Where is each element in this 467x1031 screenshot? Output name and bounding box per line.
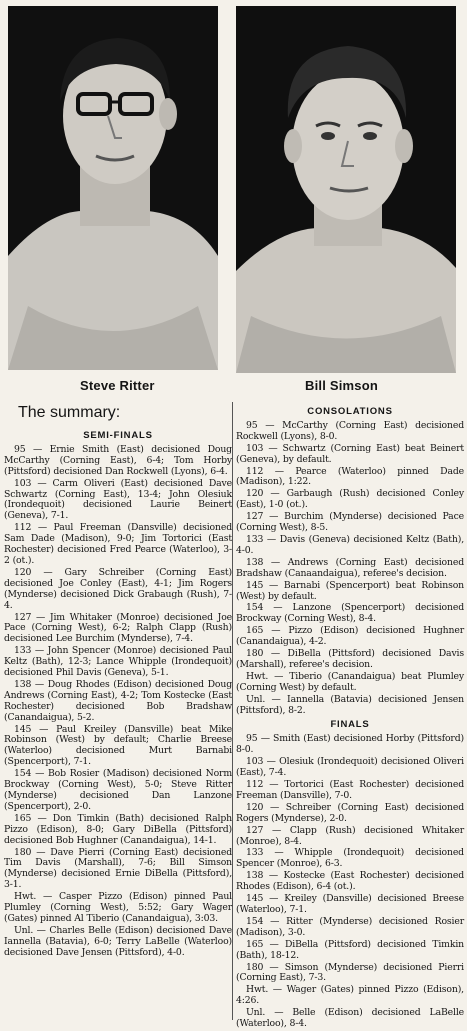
finals-heading: FINALS bbox=[330, 719, 370, 731]
result-entry: 145 — Kreiley (Dansville) decisioned Breese (Waterloo), 7-1. bbox=[236, 893, 464, 915]
semi-finals-column bbox=[4, 429, 232, 960]
result-entry: 127 — Clapp (Rush) decisioned Whitaker (Monroe), 8-4. bbox=[236, 824, 464, 847]
portrait-image bbox=[8, 6, 218, 370]
result-entry: 133 — Whipple (Irondequoit) decisioned Spencer (Monroe), 6-3. bbox=[236, 847, 464, 870]
result-entry: 120 — Gary Schreiber (Corning East) decisioned Joe Conley (East), 4-1; Jim Rogers (Mynderse) decisioned Dick Grabaugh (Rush), 7-4. bbox=[4, 566, 232, 611]
result-entry: 103 — Olesiuk (Irondequoit) decisioned Oliveri (East), 7-4. bbox=[236, 756, 464, 779]
result-entry: 127 — Burchim (Mynderse) decisioned Pace (Corning West), 8-5. bbox=[236, 511, 464, 534]
result-entry: 165 — Don Timkin (Bath) decisioned Ralph Pizzo (Edison), 8-0; Gary DiBella (Pittsford) decisioned Bob Hughner (Canandaigua), 14-1. bbox=[4, 812, 232, 846]
photo-caption-right: Bill Simson bbox=[305, 378, 378, 393]
photo-caption-left: Steve Ritter bbox=[80, 378, 155, 393]
result-entry: 127 — Jim Whitaker (Monroe) decisioned Joe Pace (Corning West), 6-2; Ralph Clapp (Rush) decisioned Lee Burchim (Mynderse), 7-4. bbox=[4, 611, 232, 645]
photo-bill-simson bbox=[236, 6, 456, 373]
result-entry: 138 — Andrews (Corning East) decisioned Bradshaw (Canaandaigua), referee's decision. bbox=[236, 556, 464, 579]
result-entry: 95 — McCarthy (Corning East) decisioned Rockwell (Lyons), 8-0. bbox=[236, 419, 464, 442]
column-divider bbox=[232, 402, 233, 1020]
result-entry: 165 — Pizzo (Edison) decisioned Hughner (Canandaigua), 4-2. bbox=[236, 625, 464, 648]
result-entry: 154 — Ritter (Mynderse) decisioned Rosier (Madison), 3-0. bbox=[236, 915, 464, 938]
result-entry: 145 — Barnabi (Spencerport) beat Robinson (West) by default. bbox=[236, 579, 464, 602]
result-entry: 138 — Doug Rhodes (Edison) decisioned Doug Andrews (Corning East), 4-2; Tom Kostecke (East Rochester) decisioned Bob Bradshaw (Canandaigua), 5-2. bbox=[4, 678, 232, 723]
result-entry: Unl. — Iannella (Batavia) decisioned Jensen (Pittsford), 8-2. bbox=[236, 693, 464, 716]
semi-finals-heading: SEMI-FINALS bbox=[83, 430, 153, 441]
summary-title: The summary: bbox=[18, 404, 121, 421]
result-entry: 95 — Ernie Smith (East) decisioned Doug McCarthy (Corning East), 6-4; Tom Horby (Pittsford) decisioned Dan Rockwell (Lyons), 6-4. bbox=[4, 443, 232, 477]
result-entry: 180 — Simson (Mynderse) decisioned Pierri (Corning East), 7-3. bbox=[236, 961, 464, 984]
consolations-finals-column bbox=[236, 405, 464, 1031]
result-entry: 154 — Lanzone (Spencerport) decisioned Brockway (Corning West), 8-4. bbox=[236, 602, 464, 625]
photo-steve-ritter bbox=[8, 6, 218, 370]
result-entry: 138 — Kostecke (East Rochester) decisioned Rhodes (Edison), 6-4 (ot.). bbox=[236, 870, 464, 893]
result-entry: 120 — Schreiber (Corning East) decisioned Rogers (Mynderse), 2-0. bbox=[236, 801, 464, 824]
result-entry: Hwt. — Wager (Gates) pinned Pizzo (Edison), 4:26. bbox=[236, 984, 464, 1007]
result-entry: Unl. — Charles Belle (Edison) decisioned Dave Iannella (Batavia), 6-0; Terry LaBelle (Waterloo) decisioned Dave Jensen (Pittsford), 4-0. bbox=[4, 924, 232, 958]
result-entry: 145 — Paul Kreiley (Dansville) beat Mike Robinson (West) by default; Charlie Breese (Waterloo) decisioned Murt Barnabi (Spencerport), 7-1. bbox=[4, 723, 232, 768]
result-entry: 154 — Bob Rosier (Madison) decisioned Norm Brockway (Corning West), 5-0; Steve Ritter (Mynderse) decisioned Dan Lanzone (Spencerport), 2-0. bbox=[4, 768, 232, 812]
portrait-image bbox=[236, 6, 456, 373]
result-entry: Hwt. — Casper Pizzo (Edison) pinned Paul Plumley (Corning West), 5:52; Gary Wager (Gates) pinned Al Tiberio (Canandaigua), 3:03. bbox=[4, 891, 232, 924]
result-entry: 180 — Dave Pierri (Corning East) decisioned Tim Davis (Marshall), 7-6; Bill Simson (Mynderse) decisioned Ernie DiBella (Pittsford), 3-1. bbox=[4, 846, 232, 891]
consolations-heading: CONSOLATIONS bbox=[307, 406, 393, 417]
result-entry: 112 — Pearce (Waterloo) pinned Dade (Madison), 1:22. bbox=[236, 465, 464, 488]
result-entry: 120 — Garbaugh (Rush) decisioned Conley (East), 1-0 (ot.). bbox=[236, 488, 464, 511]
result-entry: 112 — Tortorici (East Rochester) decisioned Freeman (Dansville), 7-0. bbox=[236, 779, 464, 801]
result-entry: 95 — Smith (East) decisioned Horby (Pittsford) 8-0. bbox=[236, 733, 464, 756]
result-entry: 112 — Paul Freeman (Dansville) decisioned Sam Dade (Madison), 9-0; Jim Tortorici (East Rochester) decisioned Fred Pearce (Waterloo), 3-2 (ot.). bbox=[4, 522, 232, 566]
result-entry: 165 — DiBella (Pittsford) decisioned Timkin (Bath), 18-12. bbox=[236, 938, 464, 961]
result-entry: 103 — Carm Oliveri (East) decisioned Dave Schwartz (Corning East), 13-4; John Olesiuk (Irondequoit) decisioned Laurie Beinert (Geneva), 7-1. bbox=[4, 477, 232, 522]
result-entry: 180 — DiBella (Pittsford) decisioned Davis (Marshall), referee's decision. bbox=[236, 648, 464, 670]
result-entry: Unl. — Belle (Edison) decisioned LaBelle (Waterloo), 8-4. bbox=[236, 1007, 464, 1030]
result-entry: 103 — Schwartz (Corning East) beat Beinert (Geneva), by default. bbox=[236, 442, 464, 465]
result-entry: 133 — John Spencer (Monroe) decisioned Paul Keltz (Bath), 12-3; Lance Whipple (Irondequoit) decisioned Phil Davis (Geneva), 5-1. bbox=[4, 645, 232, 679]
result-entry: Hwt. — Tiberio (Canandaigua) beat Plumley (Corning West) by default. bbox=[236, 670, 464, 693]
result-entry: 133 — Davis (Geneva) decisioned Keltz (Bath), 4-0. bbox=[236, 533, 464, 556]
